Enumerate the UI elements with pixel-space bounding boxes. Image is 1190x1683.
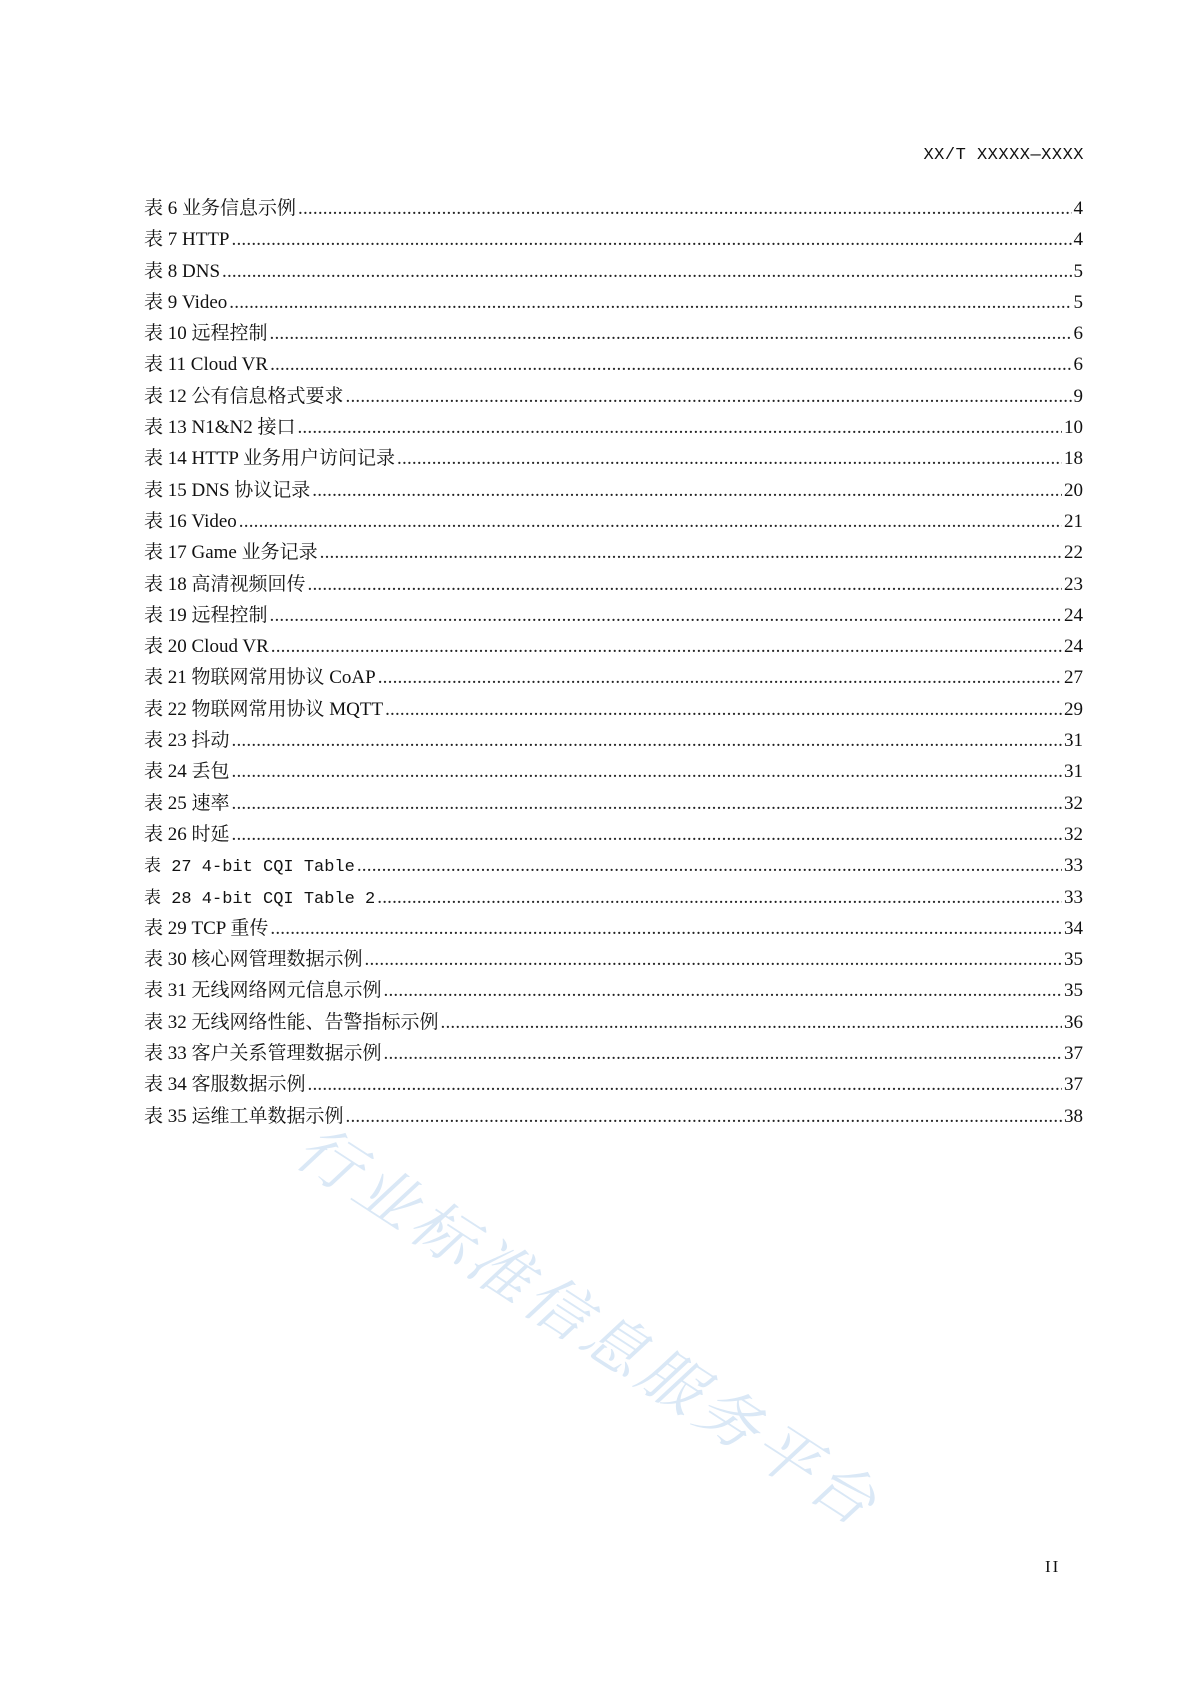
toc-dot-leader (385, 694, 1062, 725)
toc-entry-page: 23 (1064, 573, 1083, 595)
toc-entry[interactable] (144, 475, 1083, 506)
toc-entry-title: 表 35 运维工单数据示例 (144, 1105, 344, 1127)
toc-entry-title: 表 19 远程控制 (144, 604, 268, 626)
toc-entry[interactable] (144, 1069, 1083, 1100)
toc-entry-page: 10 (1064, 417, 1083, 439)
toc-entry[interactable] (144, 631, 1083, 662)
toc-entry-title: 表 11 Cloud VR (144, 354, 269, 376)
toc-entry-page: 24 (1064, 604, 1083, 626)
toc-entry[interactable] (144, 1038, 1083, 1069)
toc-entry[interactable] (144, 975, 1083, 1006)
toc-dot-leader (357, 850, 1062, 881)
toc-entry-title: 表 28 4-bit CQI Table 2 (144, 889, 376, 909)
toc-dot-leader (365, 944, 1062, 975)
toc-entry-page: 32 (1064, 792, 1083, 814)
toc-dot-leader (270, 913, 1062, 944)
toc-dot-leader (232, 224, 1072, 255)
toc-entry-page: 21 (1064, 510, 1083, 532)
toc-dot-leader (229, 287, 1071, 318)
toc-dot-leader (308, 1069, 1062, 1100)
toc-dot-leader (232, 756, 1062, 787)
toc-entry-title: 表 32 无线网络性能、告警指标示例 (144, 1011, 439, 1033)
toc-entry-page: 37 (1064, 1043, 1083, 1065)
toc-dot-leader (232, 788, 1062, 819)
toc-dot-leader (222, 256, 1071, 287)
toc-entry[interactable] (144, 694, 1083, 725)
toc-entry-page: 29 (1064, 698, 1083, 720)
toc-entry[interactable] (144, 1101, 1083, 1132)
toc-entry[interactable] (144, 537, 1083, 568)
toc-entry-page: 37 (1064, 1074, 1083, 1096)
toc-entry-page: 9 (1073, 385, 1083, 407)
toc-entry-title: 表 14 HTTP 业务用户访问记录 (144, 448, 396, 470)
toc-entry-title: 表 12 公有信息格式要求 (144, 385, 344, 407)
toc-dot-leader (441, 1007, 1062, 1038)
toc-entry-title: 表 31 无线网络网元信息示例 (144, 980, 382, 1002)
table-of-figures-list (144, 193, 1083, 1132)
toc-entry-page: 4 (1073, 198, 1083, 219)
header-standard-code: XX/T XXXXX—XXXX (923, 146, 1084, 165)
toc-entry-title: 表 17 Game 业务记录 (144, 542, 318, 564)
toc-dot-leader (270, 600, 1062, 631)
toc-entry[interactable] (144, 944, 1083, 975)
page-number: II (1045, 1557, 1061, 1576)
toc-entry-page: 5 (1073, 260, 1083, 282)
toc-dot-leader (346, 1101, 1062, 1132)
toc-entry-page: 38 (1064, 1105, 1083, 1127)
watermark-text: 行业标准信息服务平台 (283, 1110, 894, 1543)
toc-dot-leader (377, 882, 1062, 913)
toc-dot-leader (232, 819, 1062, 850)
toc-entry[interactable] (144, 224, 1083, 255)
toc-entry[interactable] (144, 850, 1083, 881)
toc-entry-title: 表 25 速率 (144, 792, 230, 814)
toc-entry-page: 32 (1064, 823, 1083, 845)
toc-entry-page: 33 (1064, 855, 1083, 877)
toc-entry-title: 表 15 DNS 协议记录 (144, 479, 311, 501)
toc-entry-page: 33 (1064, 886, 1083, 908)
toc-entry-title: 表 22 物联网常用协议 MQTT (144, 698, 384, 720)
toc-entry-page: 20 (1064, 479, 1083, 501)
toc-dot-leader (312, 475, 1062, 506)
toc-entry[interactable] (144, 882, 1083, 913)
toc-entry-title: 表 30 核心网管理数据示例 (144, 949, 363, 971)
toc-dot-leader (298, 193, 1071, 224)
toc-dot-leader (397, 443, 1062, 474)
toc-dot-leader (378, 662, 1062, 693)
toc-entry-page: 22 (1064, 542, 1083, 564)
toc-entry[interactable] (144, 381, 1083, 412)
toc-entry-page: 5 (1073, 291, 1083, 313)
toc-entry-page: 31 (1064, 761, 1083, 783)
toc-dot-leader (270, 349, 1071, 380)
toc-entry-title: 表 13 N1&N2 接口 (144, 417, 296, 439)
toc-entry-page: 27 (1064, 667, 1083, 689)
toc-entry[interactable] (144, 819, 1083, 850)
toc-dot-leader (308, 569, 1062, 600)
toc-entry[interactable] (144, 725, 1083, 756)
toc-dot-leader (271, 631, 1062, 662)
toc-entry-page: 18 (1064, 448, 1083, 470)
toc-entry[interactable] (144, 788, 1083, 819)
toc-entry-title: 表 29 TCP 重传 (144, 917, 269, 939)
toc-entry[interactable] (144, 1007, 1083, 1038)
toc-entry[interactable] (144, 506, 1083, 537)
toc-entry-title: 表 21 物联网常用协议 CoAP (144, 667, 376, 689)
toc-entry-title: 表 24 丢包 (144, 761, 230, 783)
toc-entry-page: 4 (1073, 229, 1083, 251)
toc-entry-title: 表 34 客服数据示例 (144, 1074, 306, 1096)
toc-entry[interactable] (144, 318, 1083, 349)
toc-entry[interactable] (144, 256, 1083, 287)
toc-entry[interactable] (144, 412, 1083, 443)
toc-entry-page: 34 (1064, 917, 1083, 939)
toc-entry[interactable] (144, 569, 1083, 600)
toc-entry-page: 24 (1064, 636, 1083, 658)
toc-entry-page: 6 (1073, 323, 1083, 345)
toc-entry[interactable] (144, 193, 1083, 224)
toc-dot-leader (297, 412, 1062, 443)
toc-dot-leader (239, 506, 1062, 537)
toc-entry[interactable] (144, 913, 1083, 944)
toc-entry[interactable] (144, 756, 1083, 787)
toc-entry[interactable] (144, 287, 1083, 318)
toc-dot-leader (232, 725, 1062, 756)
toc-dot-leader (270, 318, 1072, 349)
toc-entry-title: 表 18 高清视频回传 (144, 573, 306, 595)
toc-entry-title: 表 20 Cloud VR (144, 636, 269, 658)
toc-entry-title: 表 23 抖动 (144, 730, 230, 752)
toc-entry-title: 表 7 HTTP (144, 229, 230, 251)
toc-dot-leader (320, 537, 1062, 568)
toc-entry-title: 表 26 时延 (144, 823, 230, 845)
toc-entry-title: 表 27 4-bit CQI Table (144, 858, 355, 878)
toc-entry-title: 表 16 Video (144, 510, 237, 532)
toc-entry[interactable] (144, 662, 1083, 693)
toc-entry-page: 6 (1073, 354, 1083, 376)
toc-entry-title: 表 9 Video (144, 291, 228, 313)
toc-entry-title: 表 8 DNS (144, 260, 221, 282)
toc-entry-page: 35 (1064, 980, 1083, 1002)
toc-entry-title: 表 10 远程控制 (144, 323, 268, 345)
toc-dot-leader (346, 381, 1072, 412)
toc-entry[interactable] (144, 349, 1083, 380)
toc-entry[interactable] (144, 600, 1083, 631)
toc-entry[interactable] (144, 443, 1083, 474)
toc-dot-leader (384, 1038, 1062, 1069)
toc-entry-title: 表 33 客户关系管理数据示例 (144, 1043, 382, 1065)
toc-entry-page: 35 (1064, 949, 1083, 971)
toc-entry-page: 31 (1064, 730, 1083, 752)
toc-entry-title: 表 6 业务信息示例 (144, 198, 297, 219)
toc-dot-leader (384, 975, 1062, 1006)
toc-entry-page: 36 (1064, 1011, 1083, 1033)
